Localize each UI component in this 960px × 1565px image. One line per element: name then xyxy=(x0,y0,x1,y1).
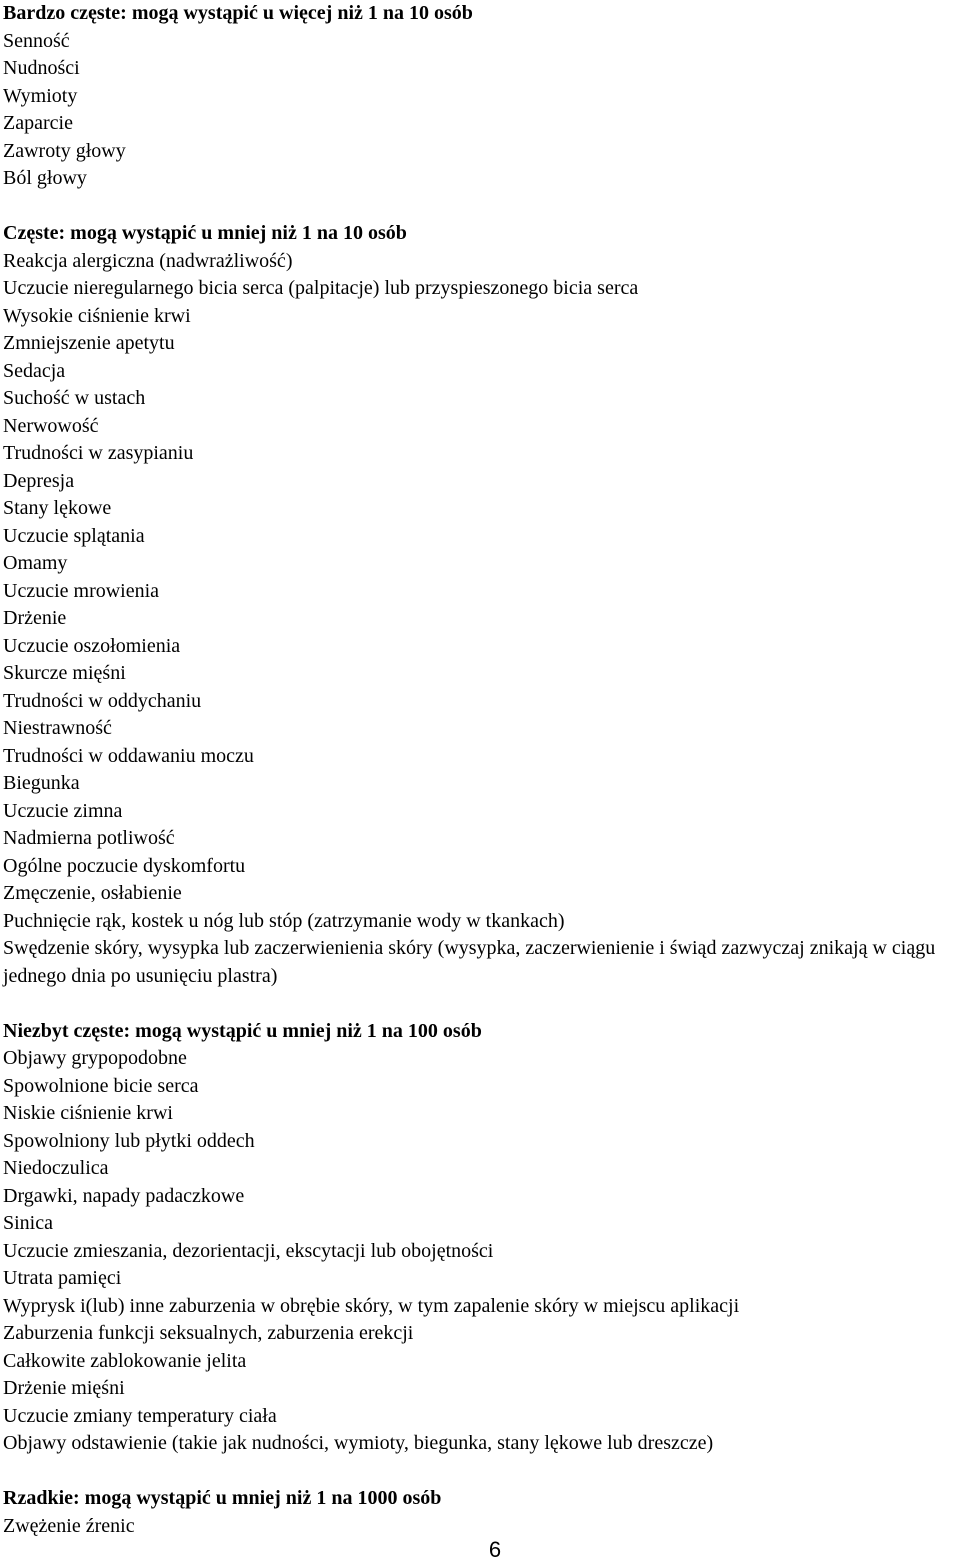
list-item: Drżenie mięśni xyxy=(3,1377,125,1399)
list-item: Nerwowość xyxy=(3,414,99,437)
list-item: Niedoczulica xyxy=(3,1157,109,1179)
list-item: Drżenie xyxy=(3,607,67,629)
list-item: Trudności w zasypianiu xyxy=(3,442,194,464)
document-page xyxy=(3,0,958,1540)
list-item: Niestrawność xyxy=(3,717,112,739)
list-item: Trudności w oddawaniu moczu xyxy=(3,744,254,767)
list-item: Zaburzenia funkcji seksualnych, zaburzenia erekcji xyxy=(3,1322,414,1344)
list-item: Utrata pamięci xyxy=(3,1267,122,1289)
list-item: Skurcze mięśni xyxy=(3,662,126,684)
list-item: Wysokie ciśnienie krwi xyxy=(3,304,191,327)
section-spacer xyxy=(3,1458,958,1486)
list-item: Uczucie mrowienia xyxy=(3,579,160,602)
list-item: Sinica xyxy=(3,1212,53,1234)
section-rare xyxy=(3,1485,958,1540)
section-heading: Częste: mogą wystąpić u mniej niż 1 na 10 osób xyxy=(3,222,407,244)
list-item: Trudności w oddychaniu xyxy=(3,689,202,712)
section-spacer xyxy=(3,193,958,221)
section-spacer xyxy=(3,990,958,1018)
list-item: Wyprysk i(lub) inne zaburzenia w obrębie skóry, w tym zapalenie skóry w miejscu aplikacji xyxy=(3,1294,740,1317)
list-item: Suchość w ustach xyxy=(3,387,146,409)
list-item: Całkowite zablokowanie jelita xyxy=(3,1349,247,1372)
list-item: Uczucie zmieszania, dezorientacji, ekscytacji lub obojętności xyxy=(3,1239,494,1262)
section-heading: Bardzo częste: mogą wystąpić u więcej niż 1 na 10 osób xyxy=(3,2,473,24)
list-item: Ból głowy xyxy=(3,167,87,189)
list-item: Uczucie splątania xyxy=(3,524,145,547)
list-item: Objawy odstawienie (takie jak nudności, wymioty, biegunka, stany lękowe lub dreszcze) xyxy=(3,1432,714,1454)
list-item: Puchnięcie rąk, kostek u nóg lub stóp (zatrzymanie wody w tkankach) xyxy=(3,909,565,932)
list-item: Uczucie zmiany temperatury ciała xyxy=(3,1404,277,1427)
list-item: Senność xyxy=(3,29,70,52)
list-item: Spowolniony lub płytki oddech xyxy=(3,1129,255,1152)
page-number: 6 xyxy=(488,1537,502,1562)
list-item: Drgawki, napady padaczkowe xyxy=(3,1184,245,1207)
list-item: Zmniejszenie apetytu xyxy=(3,332,175,354)
list-item: Nadmierna potliwość xyxy=(3,827,175,849)
list-item: Niskie ciśnienie krwi xyxy=(3,1102,173,1124)
section-uncommon xyxy=(3,1018,958,1458)
list-item: Ogólne poczucie dyskomfortu xyxy=(3,854,246,877)
list-item: Zawroty głowy xyxy=(3,139,126,162)
list-item: Spowolnione bicie serca xyxy=(3,1074,199,1097)
section-heading: Niezbyt częste: mogą wystąpić u mniej niż 1 na 100 osób xyxy=(3,1019,482,1042)
list-item: Depresja xyxy=(3,469,75,492)
list-item: Uczucie oszołomienia xyxy=(3,634,181,657)
list-item: Uczucie nieregularnego bicia serca (palpitacje) lub przyspieszonego bicia serca xyxy=(3,277,639,299)
list-item: Reakcja alergiczna (nadwrażliwość) xyxy=(3,249,293,272)
section-common xyxy=(3,220,958,990)
list-item: Zaparcie xyxy=(3,112,73,134)
list-item: Objawy grypopodobne xyxy=(3,1047,187,1069)
list-item: Nudności xyxy=(3,57,80,79)
list-item: Zmęczenie, osłabienie xyxy=(3,882,182,904)
list-item: Uczucie zimna xyxy=(3,799,123,822)
list-item: Omamy xyxy=(3,552,68,574)
list-item: Swędzenie skóry, wysypka lub zaczerwienienia skóry (wysypka, zaczerwienienie i świąd zazwyczaj znikają w ciągu jednego dnia po usunięciu plastra) xyxy=(3,937,936,987)
section-very-common xyxy=(3,0,958,193)
list-item: Wymioty xyxy=(3,84,78,107)
section-heading: Rzadkie: mogą wystąpić u mniej niż 1 na 1000 osób xyxy=(3,1487,442,1509)
list-item: Stany lękowe xyxy=(3,497,112,519)
list-item: Zwężenie źrenic xyxy=(3,1514,135,1537)
list-item: Biegunka xyxy=(3,772,80,794)
list-item: Sedacja xyxy=(3,359,66,382)
